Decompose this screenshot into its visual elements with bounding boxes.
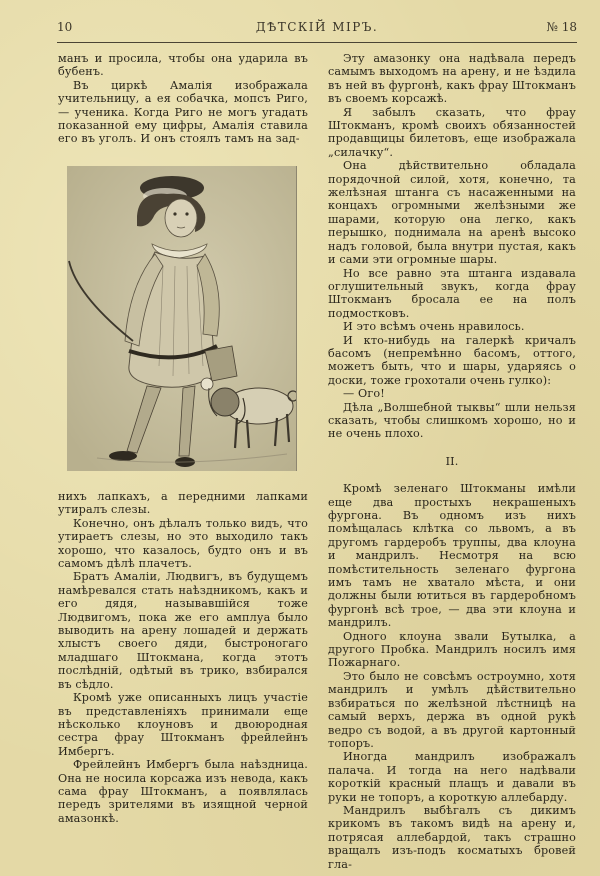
illustration-girl-with-pug <box>67 166 297 471</box>
magazine-title: ДѢТСКІЙ МІРЪ. <box>255 20 379 34</box>
paragraph: Иногда мандрилъ изображалъ палача. И тогда на него надѣвали короткій красный плащъ и давали въ руки не топоръ, а короткую аллебарду. <box>328 750 576 804</box>
paragraph: Дѣла „Волшебной тыквы“ шли нельзя сказать, чтобы слишкомъ хорошо, но и не очень плохо. <box>328 400 576 441</box>
paragraph: манъ и просила, чтобы она ударила въ бубенъ. <box>58 52 308 79</box>
section-heading: II. <box>445 454 459 468</box>
left-column-top <box>58 52 308 146</box>
paragraph: Конечно, онъ дѣлалъ только видъ, что утираетъ слезы, но это выходило такъ хорошо, что казалось, будто онъ и въ самомъ дѣлѣ плачетъ. <box>58 516 308 571</box>
header-divider <box>57 42 577 43</box>
paragraph: И это всѣмъ очень нравилось. <box>343 320 525 334</box>
paragraph: Она дѣйствительно обладала порядочной силой, хотя, конечно, та желѣзная штанга съ насаженными на концахъ огромными желѣзными же шарами, которую она легко, какъ перышко, поднимала на аренѣ высоко надъ головой, была внутри пустая, какъ и сами эти огромные шары. <box>328 159 576 267</box>
page-number: 10 <box>57 20 73 34</box>
paragraph: И кто-нибудь на галеркѣ кричалъ басомъ (непремѣнно басомъ, оттого, можетъ быть, что и шары, ударяясь о доски, тоже грохотали очень гулко): <box>328 333 576 387</box>
paragraph: Кромѣ уже описанныхъ лицъ участіе въ представленіяхъ принимали еще нѣсколько клоуновъ и двоюродная сестра фрау Штокманъ фрейлейнъ Имбергъ. <box>58 691 308 758</box>
paragraph: Но все равно эта штанга издавала оглушительный звукъ, когда фрау Штокманъ бросала ее на полъ подмостковъ. <box>328 266 576 320</box>
left-column-bottom <box>58 490 308 825</box>
paragraph: Кромѣ зеленаго Штокманы имѣли еще два простыхъ некрашеныхъ фургона. Въ одномъ изъ нихъ помѣщалась клѣтка со львомъ, а въ другомъ гардеробъ труппы, два клоуна и мандрилъ. Несмотря на всю помѣстительность зеленаго фургона имъ тамъ не хватало мѣста, и они должны были ютиться въ гардеробномъ фургонѣ всѣ трое, — два эти клоуна и мандрилъ. <box>328 482 576 630</box>
paragraph: Я забылъ сказать, что фрау Штокманъ, кромѣ своихъ обязанностей продавщицы билетовъ, еще изображала „силачку“. <box>328 105 576 159</box>
paragraph: Одного клоуна звали Бутылка, а другого Пробка. Мандрилъ носилъ имя Пожарнаго. <box>328 629 576 670</box>
paragraph: Это было не совсѣмъ остроумно, хотя мандрилъ и умѣлъ дѣйствительно взбираться по желѣзной лѣстницѣ на самый верхъ, держа въ одной рукѣ ведро съ водой, а въ другой картонный топоръ. <box>328 669 576 750</box>
illustration-icon <box>67 166 296 471</box>
paragraph: Мандрилъ выбѣгалъ съ дикимъ крикомъ въ такомъ видѣ на арену и, потрясая аллебардой, такъ страшно вращалъ изъ-подъ косматыхъ бровей гла- <box>328 803 576 871</box>
paragraph: Фрейлейнъ Имбергъ была наѣздница. Она не носила корсажа изъ невода, какъ сама фрау Штокманъ, а появлялась передъ зрителями въ изящной черной амазонкѣ. <box>58 758 308 825</box>
issue-number: № 18 <box>546 20 577 34</box>
page-header <box>57 18 577 40</box>
paragraph: Въ циркѣ Амалія изображала учительницу, а ея собачка, мопсъ Риго, — ученика. Когда Риго не могъ угадать показанной ему цифры, Амалія ставила его въ уголъ. И онъ стоялъ тамъ на зад- <box>58 78 308 146</box>
paragraph: Братъ Амаліи, Людвигъ, въ будущемъ намѣревался стать наѣздникомъ, какъ и его дядя, называвшійся тоже Людвигомъ, пока же его амплуа было выводить на арену лошадей и держать хлыстъ своего дяди, быстроногаго младшаго Штокмана, когда этотъ послѣдній, одѣтый въ трико, взбирался въ сѣдло. <box>58 570 308 691</box>
paragraph: — Ого! <box>343 387 385 401</box>
paragraph: Эту амазонку она надѣвала передъ самымъ выходомъ на арену, и не ѣздила въ ней въ фургонѣ, какъ фрау Штокманъ въ своемъ корсажѣ. <box>328 52 576 106</box>
paragraph: нихъ лапкахъ, а передними лапками утиралъ слезы. <box>58 490 308 517</box>
right-column <box>328 52 576 871</box>
